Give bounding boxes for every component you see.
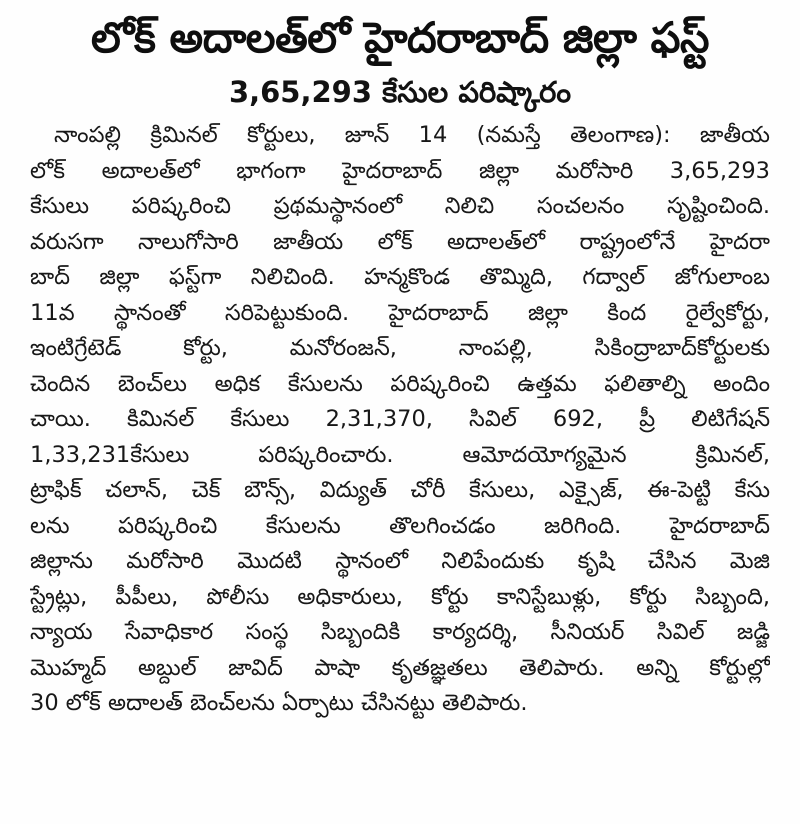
article-line: న్యాయ సేవాధికార సంస్థ సిబ్బందికి కార్యదర్శి, సీనియర్ సివిల్ జడ్జి bbox=[30, 619, 770, 645]
article-line: ఇంటిగ్రేటెడ్ కోర్టు, మనోరంజన్, నాంపల్లి, సికింద్రాబాద్‌కోర్టులకు bbox=[30, 335, 770, 361]
article-body bbox=[30, 118, 770, 722]
article-line: 11వ స్థానంతో సరిపెట్టుకుంది. హైదరాబాద్ జిల్లా కింద రైల్వేకోర్టు, bbox=[30, 299, 770, 326]
article-line: మొహ్మద్ అబ్దుల్ జావిద్ పాషా కృతజ్ఞతలు తెలిపారు. అన్ని కోర్టుల్లో bbox=[30, 654, 770, 681]
article-line: చెందిన బెంచ్‌లు అధిక కేసులను పరిష్కరించి ఉత్తమ ఫలితాల్ని అందిం bbox=[30, 370, 770, 397]
article-line: 1,33,231కేసులు పరిష్కరించారు. ఆమోదయోగ్యమైన క్రిమినల్, bbox=[30, 441, 770, 468]
article-line: స్ట్రేట్లు, పీపీలు, పోలీసు అధికారులు, కోర్టు కానిస్టేబుళ్లు, కోర్టు సిబ్బంది, bbox=[30, 583, 770, 610]
article-line: లను పరిష్కరించి కేసులను తొలగించడం జరిగింది. హైదరాబాద్ bbox=[30, 512, 770, 539]
headline: లోక్ అదాలత్‌లో హైదరాబాద్ జిల్లా ఫస్ట్ bbox=[91, 13, 709, 62]
article-line: నాంపల్లి క్రిమినల్ కోర్టులు, జూన్ 14 (నమస్తే తెలంగాణ): జాతీయ bbox=[54, 122, 770, 148]
article-line: వరుసగా నాలుగోసారి జాతీయ లోక్ అదాలత్‌లో రాష్ట్రంలోనే హైదరా bbox=[30, 228, 770, 255]
article-line: జిల్లాను మరోసారి మొదటి స్థానంలో నిలిపేందుకు కృషి చేసిన మెజి bbox=[30, 548, 770, 574]
article-line: కేసులు పరిష్కరించి ప్రథమస్థానంలో నిలిచి సంచలనం సృష్టించింది. bbox=[30, 193, 770, 219]
article-line: చాయి. కిమినల్ కేసులు 2,31,370, సివిల్ 692, ప్రీ లిటిగేషన్ bbox=[30, 406, 770, 432]
article-line: బాద్ జిల్లా ఫస్ట్‌గా నిలిచింది. హన్మకొండ తొమ్మిది, గద్వాల్ జోగులాంబ bbox=[30, 264, 770, 290]
subheadline: 3,65,293 కేసుల పరిష్కారం bbox=[228, 75, 572, 109]
article-line: లోక్ అదాలత్‌లో భాగంగా హైదరాబాద్ జిల్లా మరోసారి 3,65,293 bbox=[30, 157, 770, 184]
article-line: 30 లోక్ అదాలత్ బెంచ్‌లను ఏర్పాటు చేసినట్టు తెలిపారు. bbox=[30, 690, 528, 716]
article-line: ట్రాఫిక్ చలాన్, చెక్ బౌన్స్, విద్యుత్ చోరీ కేసులు, ఎక్సైజ్, ఈ-పెట్టి కేసు bbox=[30, 477, 770, 503]
